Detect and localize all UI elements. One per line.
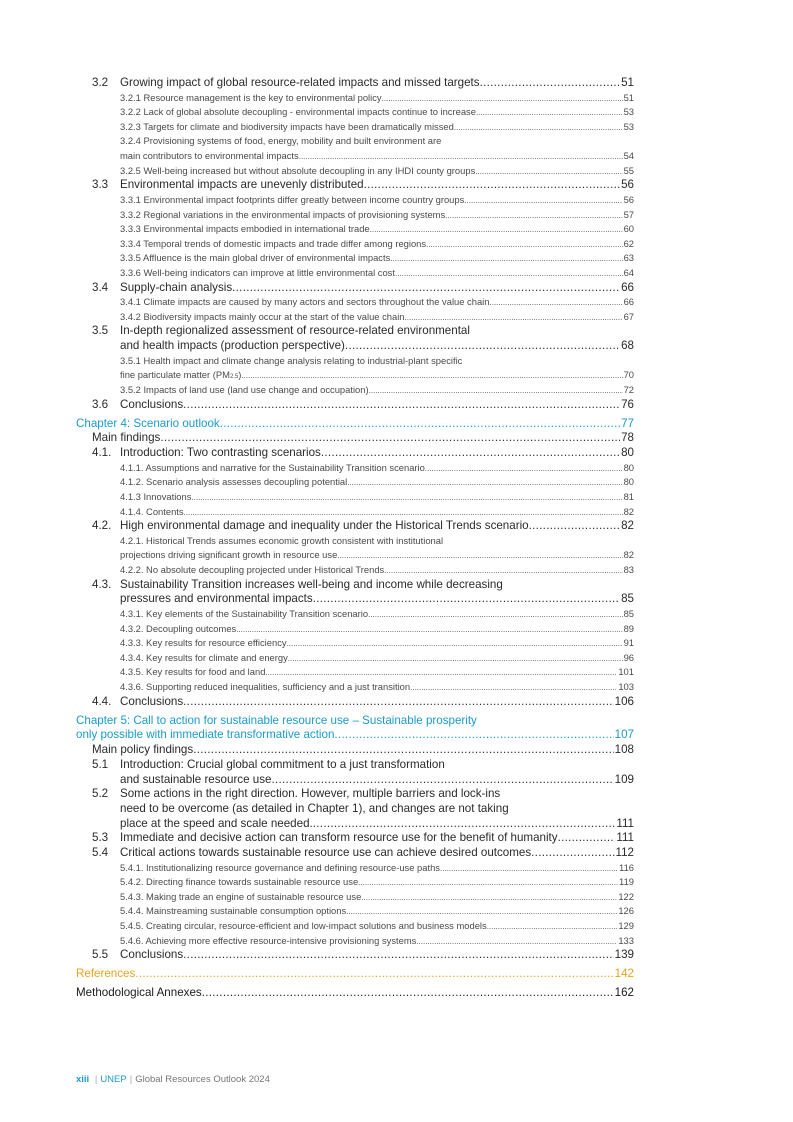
toc-entry[interactable] (76, 728, 634, 743)
toc-section-number: 3.3 (92, 178, 109, 192)
toc-page-number: 60 (623, 223, 634, 235)
toc-leader-dots (191, 490, 622, 506)
toc-leader-dots (454, 120, 623, 136)
toc-leader-dots (487, 919, 618, 935)
toc-entry[interactable] (76, 890, 634, 905)
toc-section-number: 5.3 (92, 831, 109, 845)
toc-title-line: Introduction: Crucial global commitment to a just transformation (120, 757, 445, 771)
toc-entry[interactable] (76, 417, 634, 432)
page-footer (76, 1074, 270, 1085)
toc-entry-title: 4.3.2. Decoupling outcomes (120, 622, 237, 634)
toc-leader-dots (232, 281, 620, 296)
toc-leader-dots (287, 636, 623, 652)
toc-leader-dots (370, 222, 623, 238)
toc-entry-title: 3.3.6 Well-being indicators can improve at little environmental cost (120, 266, 395, 278)
toc-entry[interactable] (76, 846, 634, 861)
toc-page-number: 53 (623, 120, 634, 132)
toc-page-number: 107 (614, 728, 634, 742)
toc-leader-dots (531, 846, 614, 861)
toc-section-number: 4.4. (92, 694, 112, 708)
toc-section-number: 4.1. (92, 446, 112, 460)
toc-entry[interactable] (76, 861, 634, 876)
toc-entry-title: 3.3.5 Affluence is the main global driver of environmental impacts (120, 252, 391, 264)
toc-entry[interactable] (76, 461, 634, 476)
toc-entry-title: 3.2.2 Lack of global absolute decoupling - environmental impacts continue to increase (120, 106, 476, 118)
toc-entry-title: 4.2.2. No absolute decoupling projected under Historical Trends (120, 564, 385, 576)
toc-entry-title: 4.3.1. Key elements of the Sustainability Transition scenario (120, 608, 369, 619)
toc-page-number: 82 (621, 519, 634, 533)
toc-entry[interactable] (76, 680, 634, 695)
toc-entry-title: Chapter 4: Scenario outlook (76, 416, 220, 430)
toc-page-number: 70 (623, 369, 634, 381)
toc-leader-dots (410, 680, 617, 696)
toc-entry[interactable] (76, 773, 634, 788)
toc-leader-dots (384, 563, 622, 579)
toc-entry-title: 3.3.4 Temporal trends of domestic impacts and trade differ among regions (120, 237, 427, 249)
toc-leader-dots (382, 91, 623, 107)
toc-section-number: 4.2. (92, 519, 112, 533)
toc-page-number: 63 (623, 252, 634, 264)
toc-section-number: 5.2 (92, 787, 109, 801)
toc-leader-dots (390, 251, 622, 267)
toc-entry[interactable] (76, 222, 634, 237)
toc-entry[interactable] (76, 934, 634, 949)
toc-entry-line (76, 758, 634, 773)
toc-entry[interactable] (76, 295, 634, 310)
toc-page-number: 53 (623, 106, 634, 118)
toc-page-number: 91 (623, 637, 634, 649)
toc-entry[interactable] (76, 875, 634, 890)
toc-leader-dots (368, 607, 623, 623)
toc-page-number: 56 (623, 193, 634, 205)
toc-leader-dots (480, 76, 621, 91)
toc-leader-dots (313, 817, 616, 832)
toc-entry[interactable] (76, 986, 634, 1001)
toc-page-number: 55 (623, 164, 634, 176)
toc-page-number: 112 (615, 845, 634, 859)
toc-page-number: 62 (623, 237, 634, 249)
toc-leader-dots (183, 695, 614, 710)
toc-page-number: 116 (619, 861, 634, 873)
toc-entry-title: 4.1.4. Contents (120, 505, 184, 517)
footer-org: UNEP (100, 1074, 127, 1085)
toc-leader-dots (361, 890, 617, 906)
toc-page-number: 56 (621, 178, 634, 192)
toc-page-number: 108 (614, 743, 634, 757)
toc-page-number: 66 (621, 280, 634, 294)
toc-page-number: 111 (616, 816, 634, 830)
toc-title-line: In-depth regionalized assessment of resource-related environmental (120, 324, 470, 338)
toc-entry[interactable] (76, 665, 634, 680)
toc-page-number: 57 (623, 208, 634, 220)
toc-title-suffix: ) (238, 369, 242, 381)
toc-section-number: 5.1 (92, 757, 109, 771)
toc-entry[interactable] (76, 490, 634, 505)
toc-page-number: 83 (623, 564, 634, 576)
footer-separator: | (94, 1074, 98, 1085)
toc-leader-dots (476, 105, 623, 121)
toc-entry-title: 3.3.3 Environmental impacts embodied in international trade (120, 223, 370, 235)
toc-entry-title: Supply-chain analysis (120, 280, 233, 294)
toc-entry-title: main contributors to environmental impacts (120, 150, 299, 162)
toc-entry[interactable] (76, 967, 634, 982)
toc-entry[interactable] (76, 105, 634, 120)
toc-page-number: 119 (619, 876, 634, 888)
toc-entry-title: 5.4.4. Mainstreaming sustainable consumption options (120, 905, 347, 917)
toc-leader-dots (529, 519, 621, 534)
toc-entry-title: 4.1.3 Innovations (120, 490, 192, 502)
toc-entry-line (76, 534, 634, 549)
toc-entry-title: 4.1.1. Assumptions and narrative for the Sustainability Transition scenario (120, 461, 425, 473)
toc-leader-dots (135, 967, 613, 982)
toc-leader-dots (558, 831, 616, 846)
toc-entry-title: Conclusions (120, 694, 184, 708)
toc-leader-dots (236, 622, 622, 638)
toc-entry-title: 3.2.5 Well-being increased but without absolute decoupling in any IHDI county groups (120, 164, 476, 176)
toc-page-number: 82 (623, 549, 634, 561)
toc-entry-title: Main policy findings (92, 743, 194, 757)
toc-entry-title: Methodological Annexes (76, 986, 202, 1000)
toc-entry[interactable] (76, 339, 634, 354)
toc-entry-title: Environmental impacts are unevenly distributed (120, 178, 364, 192)
toc-leader-dots (184, 505, 623, 521)
toc-entry-title: 5.4.5. Creating circular, resource-efficient and low-impact solutions and business models (120, 920, 487, 931)
toc-page-number: 122 (618, 890, 634, 902)
toc-entry-title: 5.4.3. Making trade an engine of sustainable resource use (120, 890, 362, 902)
toc-entry-line (76, 134, 634, 149)
toc-leader-dots (202, 986, 614, 1001)
toc-section-number: 5.4 (92, 845, 109, 859)
toc-entry-title: pressures and environmental impacts (120, 592, 313, 606)
toc-entry-title: 4.3.4. Key results for climate and energy (120, 651, 288, 663)
toc-entry[interactable] (76, 193, 634, 208)
toc-entry[interactable] (76, 431, 634, 446)
toc-entry-title: References (76, 967, 136, 981)
toc-leader-dots (445, 208, 622, 224)
toc-entry[interactable] (76, 91, 634, 106)
toc-entry-title: and sustainable resource use (120, 772, 272, 786)
toc-leader-dots (369, 383, 623, 399)
toc-entry[interactable] (76, 695, 634, 710)
toc-entry-title: 4.1.2. Scenario analysis assesses decoupling potential (120, 476, 348, 488)
toc-page-number: 78 (621, 431, 634, 445)
toc-leader-dots (193, 743, 613, 758)
toc-page-number: 54 (623, 150, 634, 162)
toc-entry-title: 4.3.6. Supporting reduced inequalities, sufficiency and a just transition (120, 680, 411, 692)
toc-section-number: 4.3. (92, 577, 112, 591)
toc-leader-dots (464, 193, 622, 209)
toc-page-number: 66 (623, 296, 634, 308)
toc-entry[interactable] (76, 548, 634, 563)
toc-entry[interactable] (76, 563, 634, 578)
toc-entry[interactable] (76, 831, 634, 846)
toc-entry-title: only possible with immediate transformative action (76, 728, 335, 742)
toc-page-number: 82 (623, 505, 634, 517)
toc-leader-dots (241, 368, 622, 384)
toc-entry-title: place at the speed and scale needed. (120, 816, 313, 830)
toc-entry-line (76, 787, 634, 802)
toc-page-number: 162 (614, 986, 634, 1000)
toc-leader-dots (395, 266, 623, 282)
toc-page-number: 111 (616, 831, 634, 845)
toc-entry-title: Main findings (92, 431, 161, 445)
toc-page-number: 106 (614, 694, 634, 708)
toc-leader-dots (345, 339, 620, 354)
toc-page-number: 76 (621, 397, 634, 411)
toc-entry[interactable]: fine particulate matter (PM 2.5 ) ..... 70 (76, 368, 634, 383)
toc-entry[interactable] (76, 310, 634, 325)
toc-entry-title: 5.4.1. Institutionalizing resource governance and defining resource-use paths (120, 861, 440, 873)
toc-page-number: 133 (618, 934, 634, 946)
toc-entry[interactable] (76, 904, 634, 919)
toc-entry-title: 3.4.2 Biodiversity impacts mainly occur at the start of the value chain (120, 310, 405, 322)
toc-page-number: 142 (614, 967, 634, 981)
toc-entry[interactable] (76, 178, 634, 193)
toc-page-number: 64 (623, 266, 634, 278)
toc-section-number: 3.6 (92, 397, 109, 411)
toc-leader-dots (288, 651, 623, 667)
toc-entry-title: 4.3.5. Key results for food and land (120, 666, 266, 678)
toc-title-line: 4.2.1. Historical Trends assumes economic growth consistent with institutional (120, 534, 444, 546)
toc-title-line: Chapter 5: Call to action for sustainable resource use – Sustainable prosperity (76, 713, 477, 727)
toc-entry[interactable] (76, 475, 634, 490)
toc-entry-line (76, 578, 634, 593)
toc-section-number: 5.5 (92, 948, 109, 962)
toc-leader-dots (220, 417, 620, 432)
toc-leader-dots (346, 904, 617, 920)
toc-entry[interactable] (76, 281, 634, 296)
toc-entry-line (76, 714, 634, 729)
toc-title-line: Sustainability Transition increases well-being and income while decreasing (120, 577, 503, 591)
toc-entry[interactable] (76, 383, 634, 398)
toc-entry[interactable] (76, 120, 634, 135)
toc-leader-dots (475, 164, 622, 180)
toc-leader-dots (183, 948, 614, 963)
toc-entry[interactable] (76, 636, 634, 651)
toc-page-number: 85 (621, 592, 634, 606)
toc-leader-dots (334, 728, 613, 743)
toc-title-line: Some actions in the right direction. However, multiple barriers and lock-ins (120, 787, 501, 801)
toc-entry[interactable] (76, 592, 634, 607)
toc-entry[interactable] (76, 398, 634, 413)
toc-entry[interactable] (76, 743, 634, 758)
toc-page-number: 80 (623, 461, 634, 473)
toc-leader-dots (364, 178, 621, 193)
toc-entry-title: Immediate and decisive action can transform resource use for the benefit of humanity (120, 831, 558, 845)
toc-leader-dots (358, 875, 618, 891)
toc-entry[interactable] (76, 266, 634, 281)
toc-entry-title: Introduction: Two contrasting scenarios (120, 446, 321, 460)
toc-entry-title: Conclusions (120, 397, 184, 411)
toc-leader-dots (405, 310, 623, 326)
toc-leader-dots (160, 431, 620, 446)
toc-page-number: 80 (623, 476, 634, 488)
toc-page-number: 101 (618, 666, 634, 678)
toc-entry-title: Conclusions (120, 948, 184, 962)
toc-page-number: 51 (621, 76, 634, 89)
toc-page-number: 89 (623, 622, 634, 634)
toc-entry-title: 3.3.1 Environmental impact footprints differ greatly between income country groups (120, 193, 465, 205)
footer-publication: Global Resources Outlook 2024 (135, 1074, 270, 1085)
toc-entry-line (76, 802, 634, 817)
toc-leader-dots (313, 592, 620, 607)
toc-page-number: 109 (614, 772, 634, 786)
toc-entry[interactable] (76, 519, 634, 534)
toc-leader-dots (416, 934, 617, 950)
toc-leader-dots (347, 475, 622, 491)
toc-entry-title: 4.3.3. Key results for resource efficiency (120, 637, 287, 649)
toc-entry-title: Critical actions towards sustainable resource use can achieve desired outcomes (120, 845, 532, 859)
toc-entry[interactable] (76, 237, 634, 252)
toc-entry[interactable] (76, 651, 634, 666)
toc-entry[interactable] (76, 149, 634, 164)
toc-leader-dots (299, 149, 623, 165)
toc-entry[interactable] (76, 817, 634, 832)
toc-entry-title: 3.2.3 Targets for climate and biodiversity impacts have been dramatically missed (120, 120, 454, 132)
toc-section-number: 3.4 (92, 280, 109, 294)
toc-page-number: 68 (621, 339, 634, 353)
toc-entry-title: 3.5.2 Impacts of land use (land use change and occupation) (120, 383, 369, 395)
toc-page-number: 81 (623, 490, 634, 502)
toc-entry-title: 5.4.2. Directing finance towards sustainable resource use (120, 876, 359, 888)
toc-entry-title: projections driving significant growth in resource use (120, 549, 338, 561)
toc-leader-dots (265, 665, 617, 681)
toc-leader-dots (321, 446, 620, 461)
toc-page-number: 67 (623, 310, 634, 322)
toc-entry-title: and health impacts (production perspective) (120, 339, 345, 353)
toc-page-number: 51 (623, 91, 634, 103)
toc-entry[interactable] (76, 76, 634, 91)
toc-section-number: 3.2 (92, 76, 109, 89)
toc-entry-title: Growing impact of global resource-related impacts and missed targets (120, 76, 480, 89)
toc-page-number: 85 (623, 608, 634, 619)
toc-entry[interactable] (76, 251, 634, 266)
toc-entry-line (76, 324, 634, 339)
toc-entry[interactable] (76, 919, 634, 934)
toc-title-line: 3.5.1 Health impact and climate change analysis relating to industrial-plant specific (120, 354, 463, 366)
toc-leader-dots (425, 461, 623, 477)
toc-page-number: 80 (621, 446, 634, 460)
toc-section-number: 3.5 (92, 324, 109, 338)
footer-separator: | (129, 1074, 133, 1085)
toc-leader-dots (183, 398, 620, 413)
toc-page-number: 139 (614, 948, 634, 962)
toc-entry-title: 3.4.1 Climate impacts are caused by many actors and sectors throughout the value chain (120, 296, 490, 308)
toc-leader-dots (271, 773, 613, 788)
toc-entry[interactable] (76, 607, 634, 622)
toc-entry[interactable] (76, 208, 634, 223)
toc-page-number: 129 (618, 920, 634, 931)
toc-leader-dots (440, 861, 618, 877)
toc-page-number: 103 (618, 680, 634, 692)
toc-entry[interactable] (76, 948, 634, 963)
toc-entry[interactable] (76, 446, 634, 461)
toc-page-number: 72 (623, 383, 634, 395)
table-of-contents (76, 76, 634, 1001)
toc-entry[interactable] (76, 505, 634, 520)
toc-title-line: 3.2.4 Provisioning systems of food, energy, mobility and built environment are (120, 135, 442, 147)
toc-leader-dots (426, 237, 622, 253)
toc-leader-dots (337, 548, 622, 564)
toc-page-number: 96 (623, 651, 634, 663)
toc-entry-title: 3.3.2 Regional variations in the environmental impacts of provisioning systems (120, 208, 446, 220)
toc-entry-title: 3.2.1 Resource management is the key to environmental policy (120, 91, 382, 103)
toc-title-line: need to be overcome (as detailed in Chapter 1), and changes are not taking (120, 801, 509, 815)
toc-entry-line (76, 354, 634, 369)
toc-entry-title: High environmental damage and inequality under the Historical Trends scenario (120, 519, 529, 533)
footer-page-number: xiii (76, 1074, 90, 1085)
toc-entry-title: 5.4.6. Achieving more effective resource-intensive provisioning systems (120, 934, 417, 946)
toc-entry-title: fine particulate matter (PM (120, 369, 230, 381)
toc-leader-dots (489, 295, 622, 311)
toc-entry[interactable] (76, 622, 634, 637)
toc-page-number: 77 (621, 416, 634, 430)
toc-entry[interactable] (76, 164, 634, 179)
toc-page-number: 126 (618, 905, 634, 917)
